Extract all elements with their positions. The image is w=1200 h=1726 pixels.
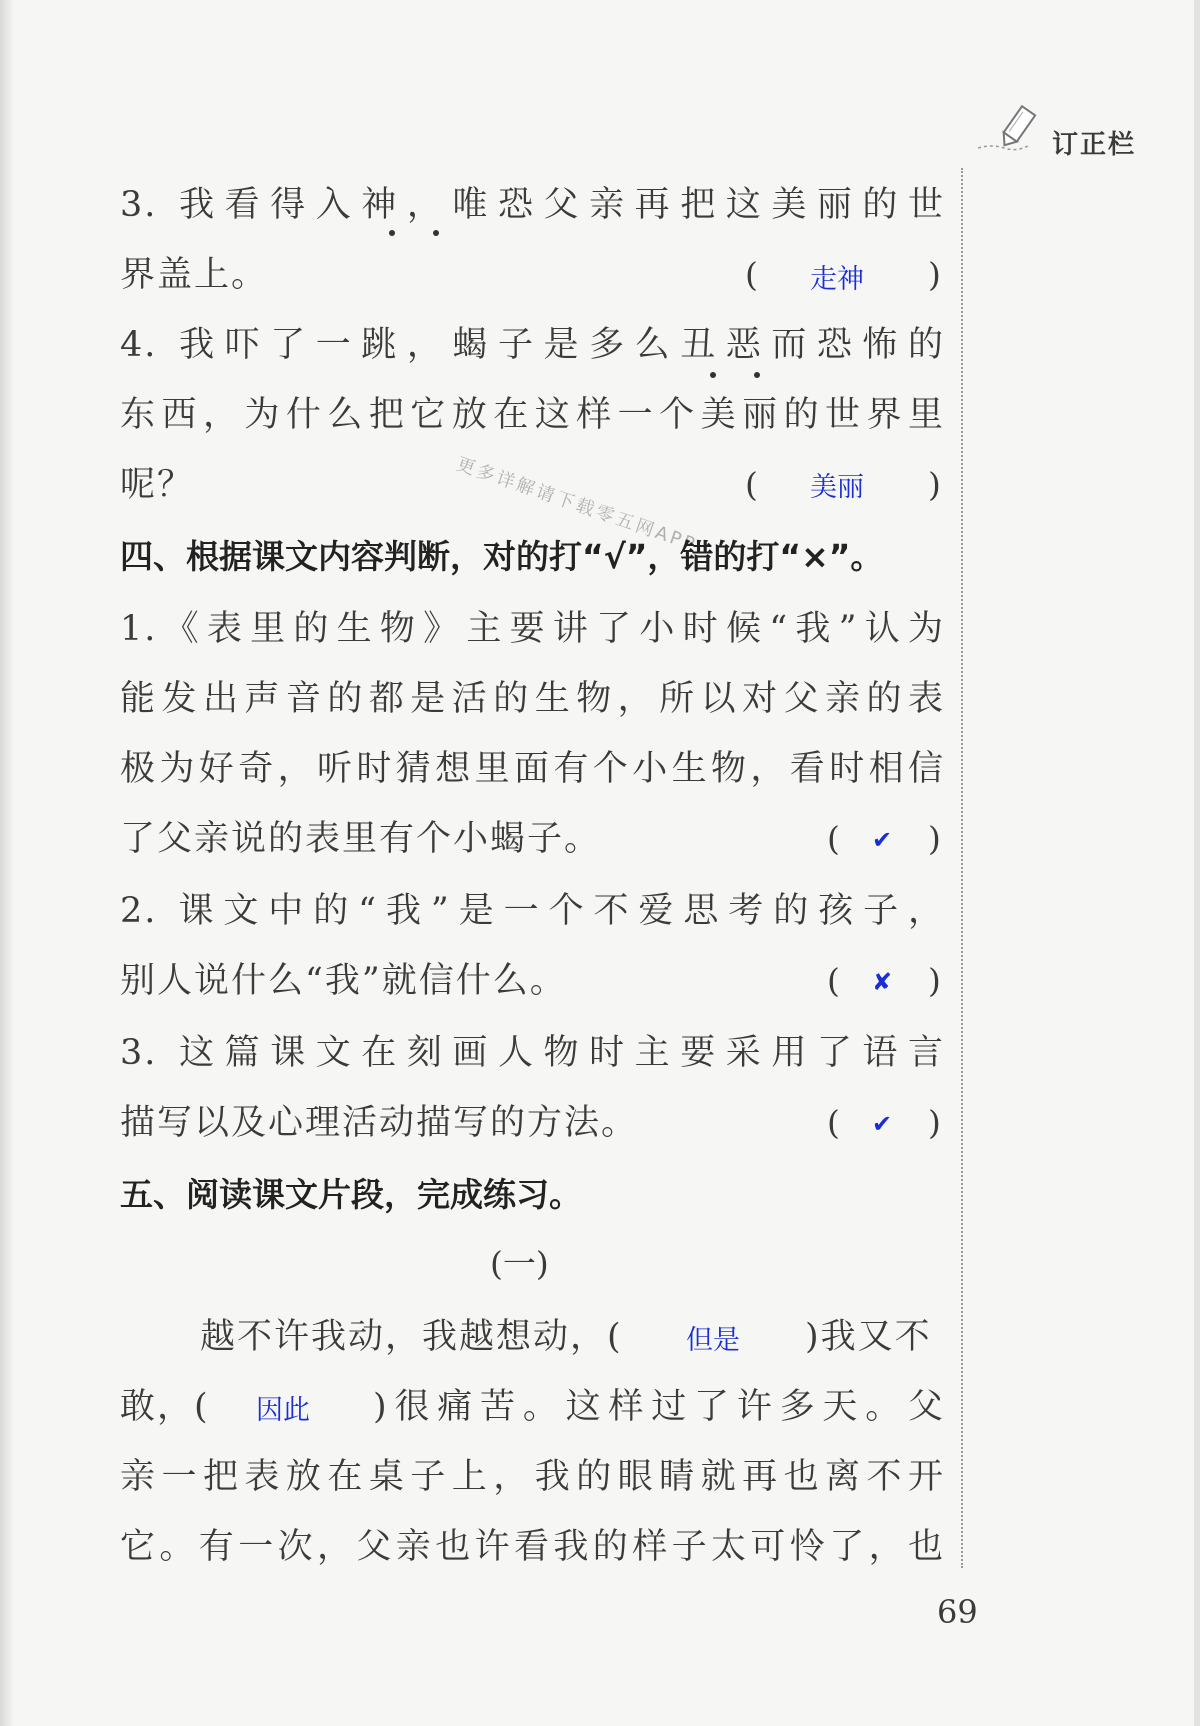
s4-q3-line2: 描写以及心理活动描写的方法。 bbox=[120, 1103, 639, 1143]
watermark: 更多详解请下载零五网APP bbox=[453, 453, 700, 557]
paren-open: ( bbox=[827, 819, 840, 858]
paren-close: ) bbox=[928, 465, 941, 504]
check-mark: ✔ bbox=[872, 1110, 893, 1138]
passage-line2-start: 敢，( bbox=[120, 1387, 210, 1427]
s4-q1-line3: 极为好奇，听时猜想里面有个小生物，看时相信 bbox=[120, 749, 945, 789]
paren-open: ( bbox=[745, 255, 758, 294]
s4-q2-line1: 2. 课文中的“我”是一个不爱思考的孩子， bbox=[120, 891, 945, 931]
emphasis-dot bbox=[433, 230, 439, 236]
page-right-edge bbox=[1194, 0, 1200, 1726]
paren-open: ( bbox=[827, 1103, 840, 1142]
q3-line1: 3. 我看得入神，唯恐父亲再把这美丽的世 bbox=[120, 185, 945, 225]
blank2-answer: 因此 bbox=[256, 1395, 310, 1426]
s4-q1-line4: 了父亲说的表里有个小蝎子。 bbox=[120, 819, 602, 859]
emphasis-dot bbox=[754, 372, 760, 378]
paren-close: ) bbox=[928, 819, 941, 858]
page-number: 69 bbox=[937, 1593, 978, 1631]
emphasis-dot bbox=[710, 372, 716, 378]
q3-line2: 界盖上。 bbox=[120, 255, 269, 295]
q4-line1: 4. 我吓了一跳，蝎子是多么丑恶而恐怖的 bbox=[120, 325, 945, 365]
s4-q1-line1: 1.《表里的生物》主要讲了小时候“我”认为 bbox=[120, 609, 945, 649]
correction-column-label: 订正栏 bbox=[1052, 130, 1137, 160]
passage-line2-end: )很痛苦。这样过了许多天。父 bbox=[373, 1387, 945, 1427]
passage-line1-end: )我又不 bbox=[805, 1317, 932, 1357]
pencil-icon bbox=[978, 104, 1048, 152]
page-left-edge bbox=[0, 0, 14, 1726]
section5-subheading: (一) bbox=[490, 1244, 549, 1283]
q4-answer: 美丽 bbox=[810, 472, 864, 503]
q4-line3: 呢？ bbox=[120, 465, 195, 505]
passage-line1-start: 越不许我动，我越想动，( bbox=[200, 1317, 623, 1357]
passage-line3: 亲一把表放在桌子上，我的眼睛就再也离不开 bbox=[120, 1457, 945, 1497]
paren-close: ) bbox=[928, 255, 941, 294]
correction-divider bbox=[961, 168, 963, 1568]
passage-line4: 它。有一次，父亲也许看我的样子太可怜了，也 bbox=[120, 1527, 945, 1567]
s4-q1-line2: 能发出声音的都是活的生物，所以对父亲的表 bbox=[120, 679, 945, 719]
paren-close: ) bbox=[928, 961, 941, 1000]
cross-mark: ✘ bbox=[872, 968, 893, 996]
section5-heading: 五、阅读课文片段，完成练习。 bbox=[120, 1175, 582, 1214]
paren-open: ( bbox=[827, 961, 840, 1000]
q3-answer: 走神 bbox=[810, 264, 864, 295]
q4-line2: 东西，为什么把它放在这样一个美丽的世界里 bbox=[120, 395, 945, 435]
s4-q3-line1: 3. 这篇课文在刻画人物时主要采用了语言 bbox=[120, 1033, 945, 1073]
paren-open: ( bbox=[745, 465, 758, 504]
emphasis-dot bbox=[389, 230, 395, 236]
blank1-answer: 但是 bbox=[686, 1325, 740, 1356]
section4-heading: 四、根据课文内容判断，对的打“√”，错的打“×”。 bbox=[120, 537, 884, 576]
s4-q2-line2: 别人说什么“我”就信什么。 bbox=[120, 961, 567, 1001]
check-mark: ✔ bbox=[872, 826, 893, 854]
paren-close: ) bbox=[928, 1103, 941, 1142]
